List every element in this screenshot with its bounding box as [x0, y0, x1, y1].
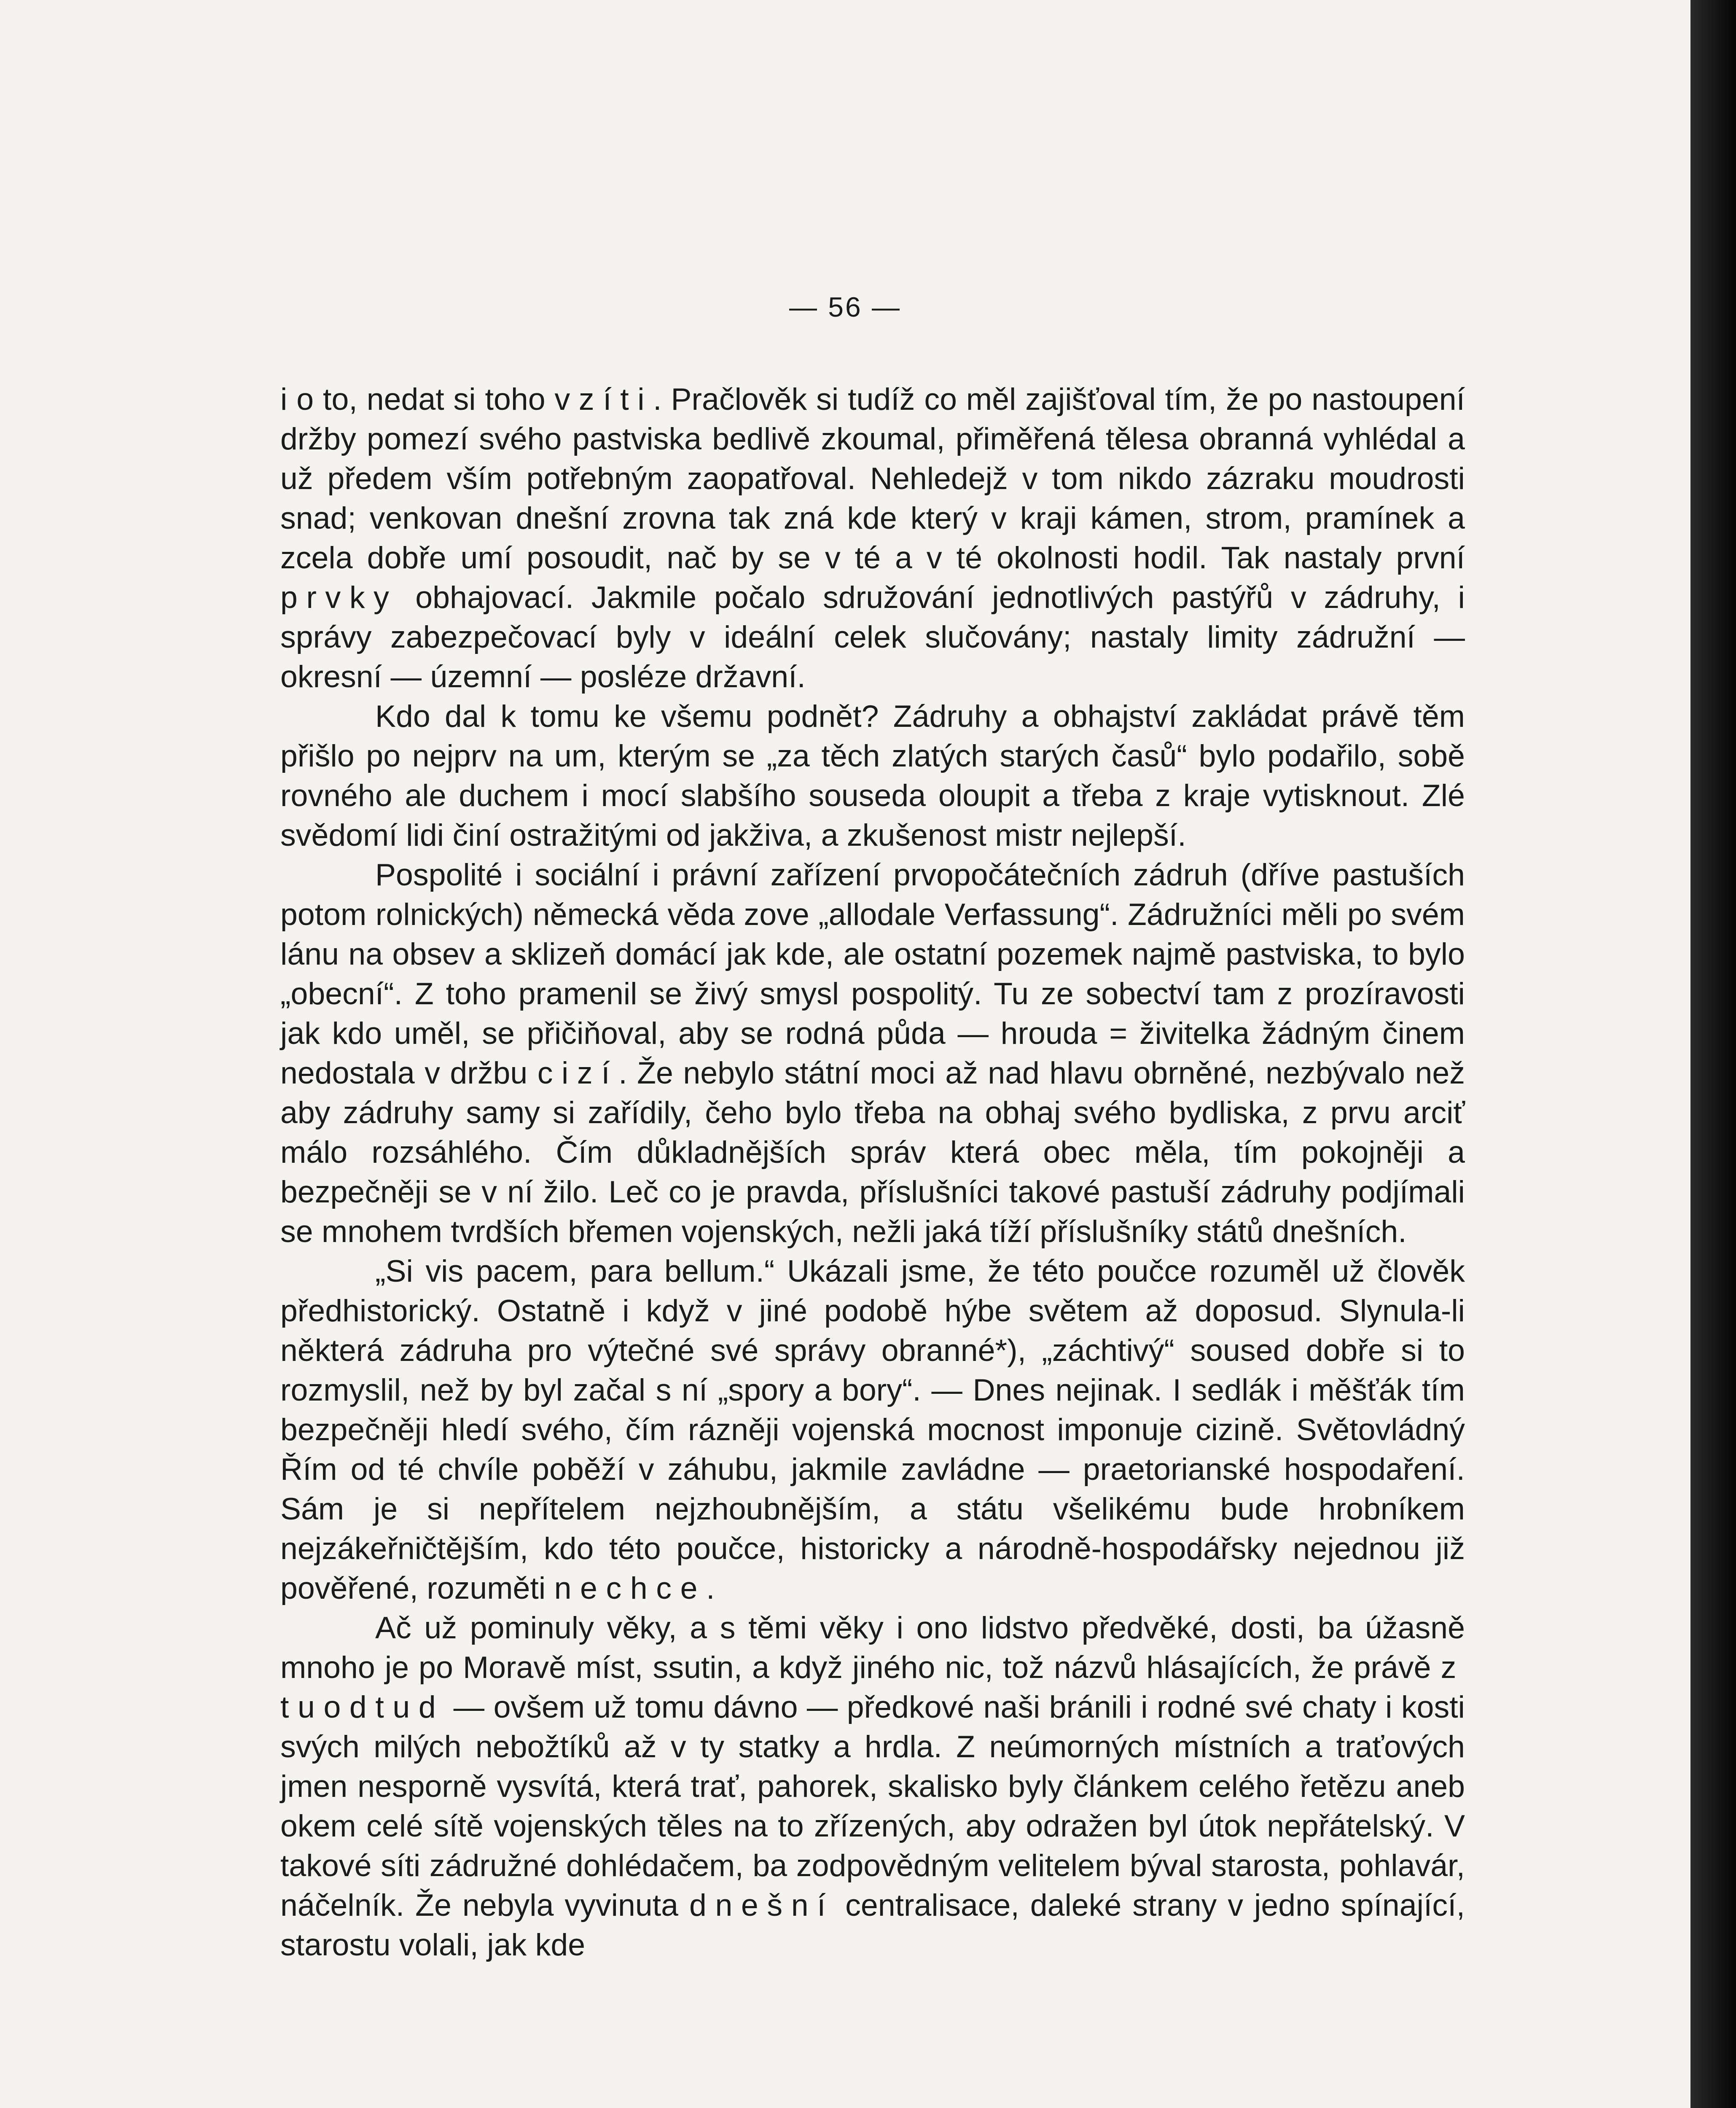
scan-border	[1690, 0, 1736, 2108]
body-text	[280, 379, 1465, 1965]
paragraph	[280, 1608, 1465, 1965]
text-run: Ač už pominuly věky, a s těmi věky i ono lidstvo předvěké, dosti, ba úžasně mnoho je po Moravě míst, ssutin, a když jiného nic, tož názvů hlásajících, že právě	[280, 1610, 1465, 1685]
paragraph	[280, 696, 1465, 855]
text-run: Pospolité i sociální i právní zařízení prvopočátečních zádruh (dříve pastuších potom rolnických) německá věda zove „allodale Verfassung“. Zádružníci měli po svém lánu na obsev a sklizeň domácí jak kde, ale ostatní pozemek najmě pastviska, to bylo „obecní“. Z toho pramenil se živý smysl pospolitý. Tu ze sobectví tam z prozíravosti jak kdo uměl, se přičiňoval, aby se rodná půda — hrouda = živitelka žádným činem nedostala v držbu	[280, 857, 1465, 1090]
spaced-emphasis: cizí	[537, 1055, 619, 1090]
text-run: i o to, nedat si toho	[280, 382, 555, 417]
text-run: centralisace, daleké strany v jedno spínající, starostu volali, jak kde	[280, 1888, 1465, 1962]
text-run: Kdo dal k tomu ke všemu podnět? Zádruhy a obhajství zakládat právě těm přišlo po nejprv na um, kterým se „za těch zlatých starých časů“ bylo podařilo, sobě rovného ale duchem i mocí slabšího souseda oloupit a třeba z kraje vytisknout. Zlé svědomí lidi činí ostražitými od jakživa, a zkušenost mistr nejlepší.	[280, 699, 1465, 852]
text-run: . Pračlověk si tudíž co měl zajišťoval tím, že po nastoupení držby pomezí svého pastviska bedlivě zkoumal, přiměřená tělesa obranná vyhlédal a už předem vším potřebným zaopatřoval. Nehledejž v tom nikdo zázraku moudrosti snad; venkovan dnešní zrovna tak zná kde který v kraji kámen, strom, pramínek a zcela dobře umí posoudit, nač by se v té a v té okolnosti hodil. Tak nastaly první	[280, 382, 1465, 575]
text-run: obhajovací. Jakmile počalo sdružování jednotlivých pastýřů v zádruhy, i správy zabezpečovací byly v ideální celek slučovány; nastaly limity zádružní — okresní — územní — posléze državní.	[280, 580, 1465, 694]
paragraph	[280, 1251, 1465, 1608]
text-run: .	[706, 1570, 715, 1605]
paragraph	[280, 855, 1465, 1251]
spaced-emphasis: z tuodtud	[280, 1650, 1465, 1724]
paragraph	[280, 379, 1465, 696]
text-run: — ovšem už tomu dávno — předkové naši bránili i rodné své chaty i kosti svých milých nebožtíků až v ty statky a hrdla. Z neúmorných místních a traťových jmen nesporně vysvítá, která trať, pahorek, skalisko byly článkem celého řetězu aneb okem celé sítě vojenských těles na to zřízených, aby odražen byl útok nepřátelský. V takové síti zádružné dohlédačem, ba zodpovědným velitelem býval starosta, pohlavár, náčelník. Že nebyla vyvinuta	[280, 1689, 1465, 1922]
text-run: „Si vis pacem, para bellum.“ Ukázali jsme, že této poučce rozuměl už člověk předhistorický. Ostatně i když v jiné podobě hýbe světem až doposud. Slynula-li některá zádruha pro výtečné své správy obranné*), „záchtivý“ soused dobře si to rozmyslil, než by byl začal s ní „spory a bory“. — Dnes nejinak. I sedlák i měšťák tím bezpečněji hledí svého, čím rázněji vojenská mocnost imponuje cizině. Světovládný Řím od té chvíle poběží v záhubu, jakmile zavládne — praetorianské hospodaření. Sám je si nepřítelem nejzhoubnějším, a státu všelikému bude hrobníkem nejzákeřničtějším, kdo této poučce, historicky a národně-hospodářsky nejednou již pověřené, rozuměti	[280, 1253, 1465, 1605]
page-number: — 56 —	[789, 291, 902, 323]
text-run: . Že nebylo státní moci až nad hlavu obrněné, nezbývalo než aby zádruhy samy si zařídily, čeho bylo třeba na obhaj svého bydliska, z prvu arciť málo rozsáhlého. Čím důkladnějších správ která obec měla, tím pokojněji a bezpečněji se v ní žilo. Leč co je pravda, příslušníci takové pastuší zádruhy podjímali se mnohem tvrdších břemen vojenských, nežli jaká tíží příslušníky států dnešních.	[280, 1055, 1465, 1249]
spaced-emphasis: vzíti	[554, 382, 653, 417]
spaced-emphasis: prvky	[280, 580, 398, 615]
spaced-emphasis: dnešní	[689, 1888, 835, 1922]
spaced-emphasis: nechce	[554, 1570, 707, 1605]
